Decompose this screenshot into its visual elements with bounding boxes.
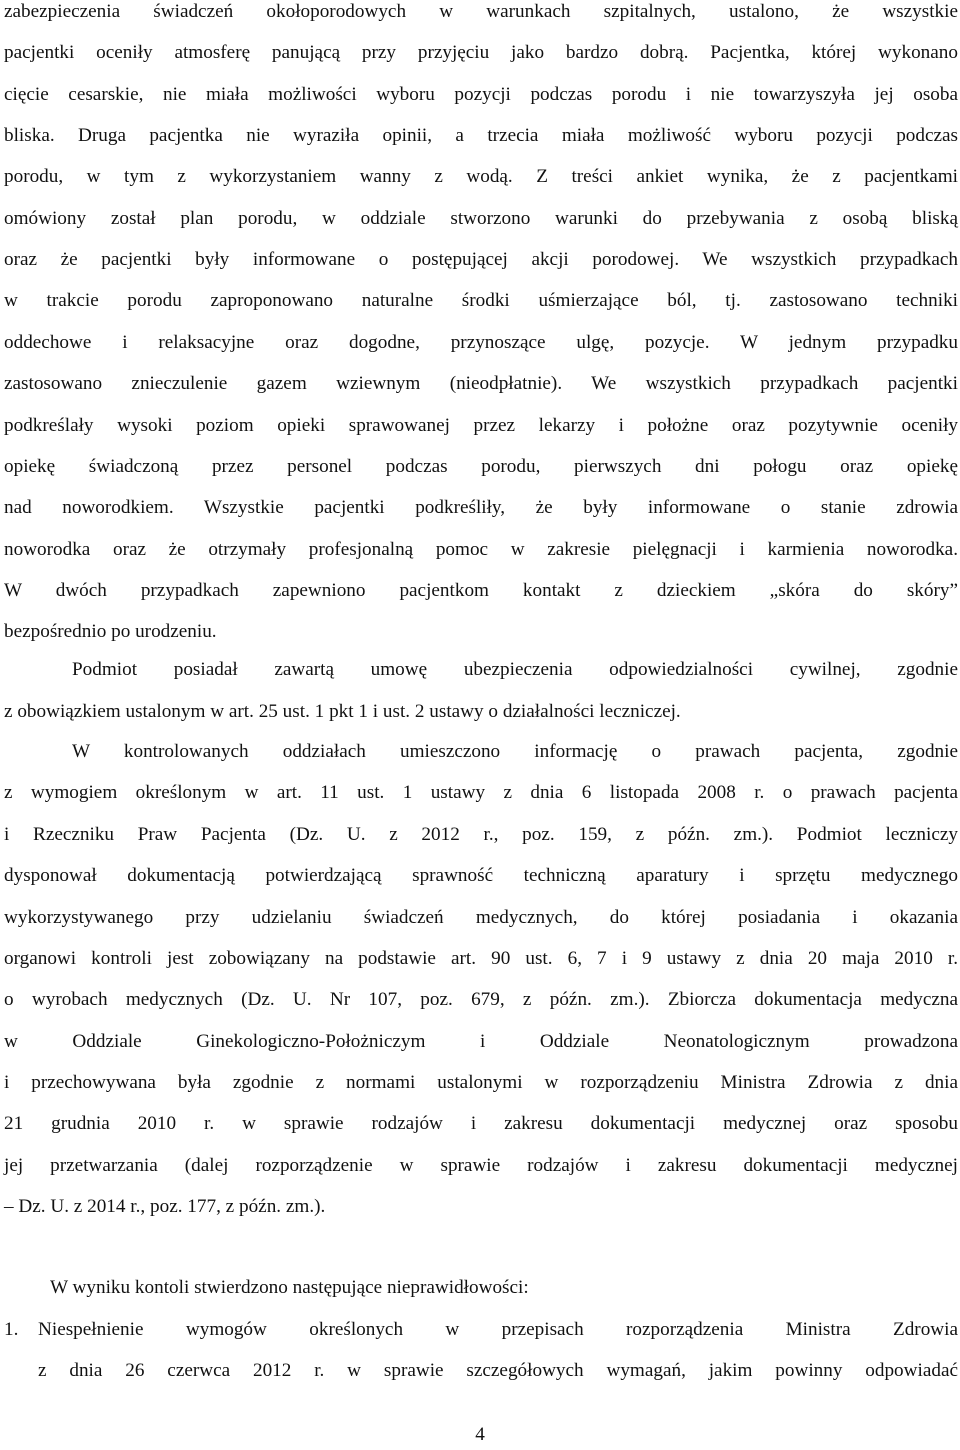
text-line: o wyrobach medycznych (Dz. U. Nr 107, poz. 679, z późn. zm.). Zbiorcza dokumentacja medyczna — [4, 989, 958, 1011]
list-item-continuation — [4, 1356, 958, 1386]
page-number: 4 — [475, 1424, 485, 1445]
text-line: oddechowe i relaksacyjne oraz dogodne, przynoszące ulgę, pozycje. W jednym przypadku — [4, 331, 958, 353]
text-line: z obowiązkiem ustalonym w art. 25 ust. 1 pkt 1 i ust. 2 ustawy o działalności leczniczej. — [4, 700, 681, 722]
text-line: opiekę świadczoną przez personel podczas porodu, pierwszych dni połogu oraz opiekę — [4, 455, 958, 477]
text-line: z wymogiem określonym w art. 11 ust. 1 ustawy z dnia 6 listopada 2008 r. o prawach pacjenta — [4, 782, 958, 804]
text-line: bliska. Druga pacjentka nie wyraziła opinii, a trzecia miała możliwość wyboru pozycji podczas — [4, 125, 958, 147]
text-line: cięcie cesarskie, nie miała możliwości wyboru pozycji podczas porodu i nie towarzyszyła jej osoba — [4, 83, 958, 105]
list-item — [4, 1315, 958, 1345]
text-line: Podmiot posiadał zawartą umowę ubezpieczenia odpowiedzialności cywilnej, zgodnie — [72, 659, 958, 680]
text-line: W dwóch przypadkach zapewniono pacjentkom kontakt z dzieckiem „skóra do skóry” — [4, 579, 958, 601]
text-line: porodu, w tym z wykorzystaniem wanny z wodą. Z treści ankiet wynika, że z pacjentkami — [4, 166, 958, 188]
text-line: W kontrolowanych oddziałach umieszczono informację o prawach pacjenta, zgodnie — [72, 741, 958, 762]
text-line: bezpośrednio po urodzeniu. — [4, 621, 217, 643]
list-item-number: 1. — [4, 1319, 19, 1340]
text-line: pacjentki oceniły atmosferę panującą przy przyjęciu jako bardzo dobrą. Pacjentka, której wykonano — [4, 42, 958, 64]
text-line: – Dz. U. z 2014 r., poz. 177, z późn. zm.). — [4, 1196, 326, 1218]
text-line: zabezpieczenia świadczeń okołoporodowych w warunkach szpitalnych, ustalono, że wszystkie — [4, 1, 958, 22]
text-line: organowi kontroli jest zobowiązany na podstawie art. 90 ust. 6, 7 i 9 ustawy z dnia 20 maja 2010 r. — [4, 947, 958, 969]
text-line: w Oddziale Ginekologiczno-Położniczym i Oddziale Neonatologicznym prowadzona — [4, 1030, 958, 1052]
list-item-line: Niespełnienie wymogów określonych w przepisach rozporządzenia Ministra Zdrowia — [38, 1319, 958, 1340]
text-line: w trakcie porodu zaproponowano naturalne środki uśmierzające ból, tj. zastosowano techniki — [4, 290, 958, 312]
list-item-line: z dnia 26 czerwca 2012 r. w sprawie szczegółowych wymagań, jakim powinny odpowiadać — [38, 1360, 958, 1381]
text-line: i przechowywana była zgodnie z normami ustalonymi w rozporządzeniu Ministra Zdrowia z dnia — [4, 1072, 958, 1094]
findings-heading: W wyniku kontoli stwierdzono następujące nieprawidłowości: — [50, 1277, 529, 1298]
text-line: omówiony został plan porodu, w oddziale stworzono warunki do przebywania z osobą bliską — [4, 207, 958, 229]
text-line: nad noworodkiem. Wszystkie pacjentki podkreśliły, że były informowane o stanie zdrowia — [4, 497, 958, 519]
text-line: 21 grudnia 2010 r. w sprawie rodzajów i zakresu dokumentacji medycznej oraz sposobu — [4, 1113, 958, 1135]
text-line: podkreślały wysoki poziom opieki sprawowanej przez lekarzy i położne oraz pozytywnie oceniły — [4, 414, 958, 436]
text-line: i Rzeczniku Praw Pacjenta (Dz. U. z 2012 r., poz. 159, z późn. zm.). Podmiot leczniczy — [4, 823, 958, 845]
text-line: oraz że pacjentki były informowane o postępującej akcji porodowej. We wszystkich przypadkach — [4, 249, 958, 271]
text-line: dysponował dokumentacją potwierdzającą sprawność techniczną aparatury i sprzętu medycznego — [4, 865, 958, 887]
text-line: jej przetwarzania (dalej rozporządzenie w sprawie rodzajów i zakresu dokumentacji medycznej — [4, 1154, 958, 1176]
text-line: wykorzystywanego przy udzielaniu świadczeń medycznych, do której posiadania i okazania — [4, 906, 958, 928]
text-line: zastosowano znieczulenie gazem wziewnym (nieodpłatnie). We wszystkich przypadkach pacjentki — [4, 373, 958, 395]
text-line: noworodka oraz że otrzymały profesjonalną pomoc w zakresie pielęgnacji i karmienia noworodka. — [4, 538, 958, 560]
